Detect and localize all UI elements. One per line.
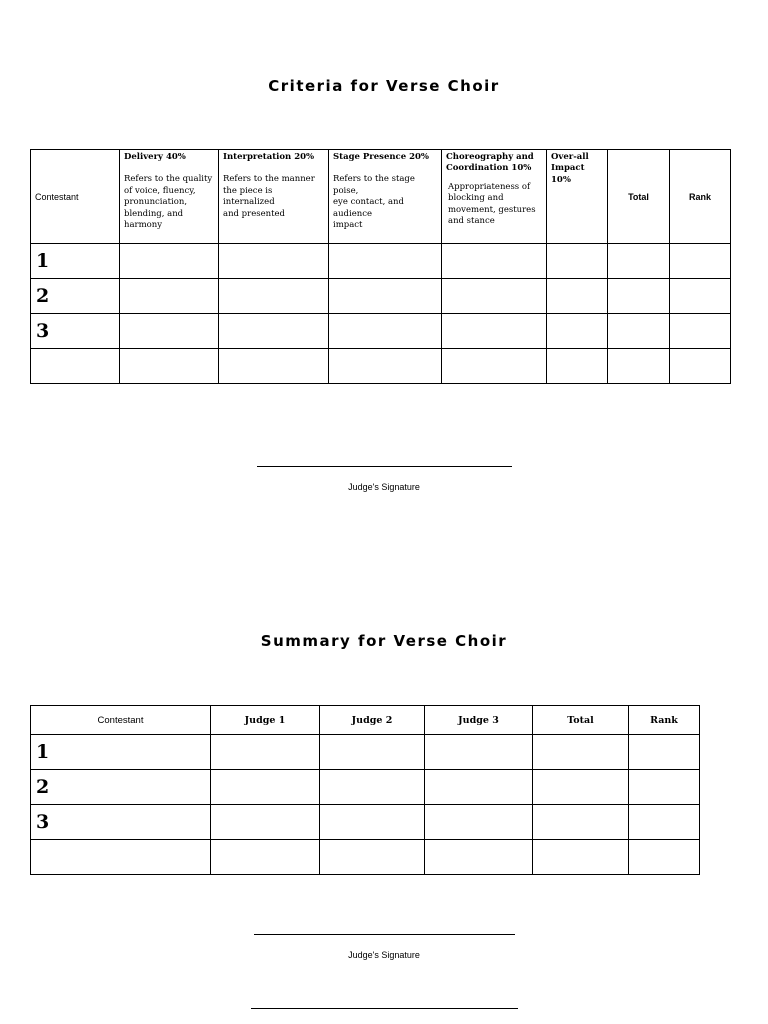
contestant-number: 2 (31, 279, 120, 314)
score-cell[interactable] (442, 244, 547, 279)
total-cell[interactable] (533, 840, 629, 875)
rank-header: Rank (670, 150, 731, 244)
judge-score-cell[interactable] (320, 840, 425, 875)
score-cell[interactable] (442, 314, 547, 349)
score-cell[interactable] (219, 244, 329, 279)
criteria-heading: Interpretation 20% (223, 152, 315, 162)
contestant-number: 3 (31, 314, 120, 349)
signature-line[interactable] (254, 934, 515, 935)
criteria-title: Criteria for Verse Choir (268, 77, 500, 95)
criteria-column-interpretation (219, 150, 329, 244)
contestant-number (31, 349, 120, 384)
judge-1-header: Judge 1 (211, 706, 320, 735)
score-cell[interactable] (219, 314, 329, 349)
score-cell[interactable] (120, 314, 219, 349)
score-cell[interactable] (329, 244, 442, 279)
contestant-number: 2 (31, 770, 211, 805)
criteria-heading: Delivery 40% (124, 152, 186, 162)
contestant-header: Contestant (31, 150, 120, 244)
score-cell[interactable] (547, 279, 608, 314)
judge-score-cell[interactable] (425, 770, 533, 805)
score-cell[interactable] (120, 244, 219, 279)
table-row (31, 349, 731, 384)
criteria-description: Refers to the manner the piece is internalized and presented (223, 174, 315, 219)
score-cell[interactable] (547, 244, 608, 279)
criteria-column-overall-impact (547, 150, 608, 244)
contestant-number: 1 (31, 735, 211, 770)
table-row (31, 244, 731, 279)
rank-header: Rank (629, 706, 700, 735)
criteria-heading: Choreography and Coordination 10% (446, 152, 534, 174)
judge-score-cell[interactable] (425, 840, 533, 875)
criteria-header-row (31, 150, 731, 244)
table-row (31, 314, 731, 349)
rank-cell[interactable] (629, 735, 700, 770)
judge-score-cell[interactable] (320, 735, 425, 770)
table-row (31, 770, 700, 805)
total-cell[interactable] (608, 349, 670, 384)
rank-cell[interactable] (670, 314, 731, 349)
score-cell[interactable] (442, 279, 547, 314)
judge-2-header: Judge 2 (320, 706, 425, 735)
criteria-description: Refers to the stage poise, eye contact, and audience impact (333, 174, 415, 231)
judge-score-cell[interactable] (320, 805, 425, 840)
score-cell[interactable] (219, 349, 329, 384)
judge-score-cell[interactable] (425, 735, 533, 770)
score-cell[interactable] (329, 314, 442, 349)
criteria-heading: Stage Presence 20% (333, 152, 429, 162)
total-header: Total (533, 706, 629, 735)
criteria-table (30, 149, 731, 384)
judge-score-cell[interactable] (211, 805, 320, 840)
score-cell[interactable] (547, 349, 608, 384)
score-cell[interactable] (547, 314, 608, 349)
total-cell[interactable] (533, 735, 629, 770)
score-cell[interactable] (329, 279, 442, 314)
rank-cell[interactable] (670, 279, 731, 314)
judge-score-cell[interactable] (320, 770, 425, 805)
judge-signature-label: Judge's Signature (348, 482, 420, 492)
judge-3-header: Judge 3 (425, 706, 533, 735)
score-cell[interactable] (329, 349, 442, 384)
signature-line[interactable] (257, 466, 512, 467)
table-row (31, 840, 700, 875)
table-row (31, 735, 700, 770)
score-cell[interactable] (442, 349, 547, 384)
judge-signature-label: Judge's Signature (348, 950, 420, 960)
contestant-number: 1 (31, 244, 120, 279)
contestant-number: 3 (31, 805, 211, 840)
rank-cell[interactable] (629, 805, 700, 840)
summary-table (30, 705, 700, 875)
total-cell[interactable] (533, 770, 629, 805)
contestant-number (31, 840, 211, 875)
rank-cell[interactable] (629, 840, 700, 875)
total-cell[interactable] (608, 244, 670, 279)
signature-line[interactable] (251, 1008, 518, 1009)
criteria-description: Appropriateness of blocking and movement, gestures and stance (448, 181, 536, 227)
total-cell[interactable] (608, 279, 670, 314)
criteria-column-delivery (120, 150, 219, 244)
judge-score-cell[interactable] (425, 805, 533, 840)
rank-cell[interactable] (629, 770, 700, 805)
score-cell[interactable] (120, 279, 219, 314)
total-cell[interactable] (533, 805, 629, 840)
criteria-description: Refers to the quality of voice, fluency, pronunciation, blending, and harmony (124, 174, 213, 231)
table-row (31, 279, 731, 314)
table-row (31, 805, 700, 840)
judge-score-cell[interactable] (211, 735, 320, 770)
judge-score-cell[interactable] (211, 770, 320, 805)
judge-score-cell[interactable] (211, 840, 320, 875)
contestant-header: Contestant (31, 706, 211, 735)
criteria-column-stage-presence (329, 150, 442, 244)
rank-cell[interactable] (670, 349, 731, 384)
rank-cell[interactable] (670, 244, 731, 279)
score-cell[interactable] (219, 279, 329, 314)
total-cell[interactable] (608, 314, 670, 349)
total-header: Total (608, 150, 670, 244)
score-cell[interactable] (120, 349, 219, 384)
criteria-column-choreography (442, 150, 547, 244)
summary-title: Summary for Verse Choir (260, 632, 508, 650)
summary-header-row (31, 706, 700, 735)
criteria-heading: Over-all Impact 10% (551, 152, 589, 185)
